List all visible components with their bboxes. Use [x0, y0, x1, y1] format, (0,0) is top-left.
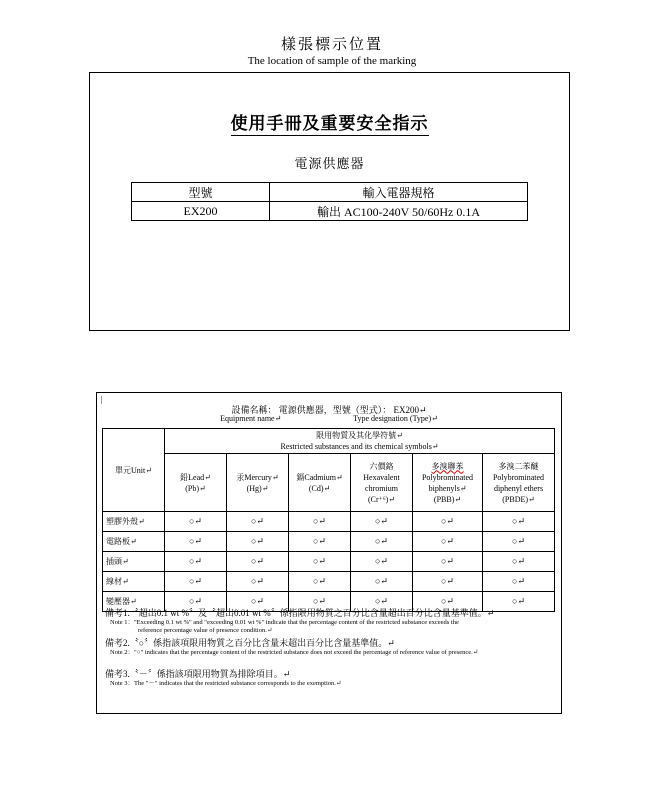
- substance-header: [483, 454, 555, 512]
- unit-header-label: 單元Unit↵: [115, 465, 152, 475]
- compliance-mark: ○↵: [289, 552, 351, 572]
- compliance-mark: ○↵: [227, 592, 289, 612]
- spec-data-row: [132, 202, 528, 221]
- manual-sample-box: [89, 72, 570, 331]
- table-row: [103, 552, 555, 572]
- note-1-zh: 備考1.〝超出0.1 wt %〞及〝超出0.01 wt %〞係指限用物質之百分比含量超出百分比含量基準值。↵: [105, 608, 495, 618]
- substance-header: [165, 454, 227, 512]
- input-spec-header: 輸入電器規格: [270, 183, 528, 202]
- unit-name: 塑膠外殼↵: [103, 512, 165, 532]
- substance-symbol: (PBDE)↵: [502, 494, 535, 504]
- notes-section: [105, 605, 557, 688]
- input-spec-value: 輸出 AC100-240V 50/60Hz 0.1A: [270, 202, 528, 221]
- compliance-mark: ○↵: [413, 572, 483, 592]
- compliance-mark: ○↵: [413, 512, 483, 532]
- substance-symbol: (Pb)↵: [185, 483, 206, 493]
- compliance-mark: ○↵: [351, 532, 413, 552]
- compliance-mark: ○↵: [413, 552, 483, 572]
- product-name: 電源供應器: [294, 156, 365, 171]
- unit-header: [103, 429, 165, 512]
- substance-header: [289, 454, 351, 512]
- equipment-line: 設備名稱： 電源供應器，型號（型式）： EX200↵: [231, 405, 427, 415]
- substance-name-en: Polybrominated biphenyls↵: [421, 472, 474, 493]
- table-row: [103, 572, 555, 592]
- marking-title-chinese: 樣張標示位置: [280, 37, 383, 53]
- model-value: EX200: [132, 202, 270, 221]
- manual-title: [90, 109, 569, 134]
- unit-name: 電路板↵: [103, 532, 165, 552]
- note-3-zh: 備考3.〝－〞係指該項限用物質為排除項目。↵: [105, 669, 291, 679]
- compliance-mark: ○↵: [289, 532, 351, 552]
- restricted-header: [165, 429, 555, 454]
- compliance-mark: ○↵: [483, 572, 555, 592]
- restricted-header-en: Restricted substances and its chemical symbols↵: [280, 442, 439, 451]
- table-row: [103, 512, 555, 532]
- restricted-substances-table: [102, 428, 555, 612]
- marking-title-english: The location of sample of the marking: [247, 55, 417, 67]
- compliance-mark: ○↵: [351, 552, 413, 572]
- compliance-mark: ○↵: [165, 572, 227, 592]
- rohs-declaration-box: [96, 392, 562, 714]
- compliance-mark: ○↵: [227, 552, 289, 572]
- unit-name: 變壓器↵: [103, 592, 165, 612]
- compliance-mark: ○↵: [165, 592, 227, 612]
- compliance-mark: ○↵: [227, 512, 289, 532]
- corner-mark: |: [101, 395, 103, 404]
- substance-symbol: (Cd)↵: [308, 483, 331, 493]
- compliance-mark: ○↵: [227, 572, 289, 592]
- substance-name: 六價鉻: [369, 461, 394, 471]
- unit-name: 插頭↵: [103, 552, 165, 572]
- substance-header: [227, 454, 289, 512]
- substance-symbol: (PBB)↵: [433, 494, 462, 504]
- compliance-mark: ○↵: [483, 532, 555, 552]
- note-3-en: Note 3：The "－" indicates that the restricted substance corresponds to the exemption.↵: [110, 680, 342, 687]
- substance-name: 汞Mercury↵: [236, 472, 279, 482]
- spec-table: [131, 182, 528, 221]
- substance-symbol: (Cr⁺⁶)↵: [367, 494, 396, 504]
- compliance-mark: ○↵: [413, 592, 483, 612]
- model-header: 型號: [132, 183, 270, 202]
- substance-name-en: Polybrominated diphenyl ethers: [492, 472, 545, 493]
- note-1-en: Note 1："Exceeding 0.1 wt %" and "exceeding 0.01 wt %" indicate that the percentage content of the restricted substance exceeds the: [110, 619, 459, 626]
- restricted-header-zh: 限用物質及其化學符號↵: [316, 431, 403, 440]
- compliance-mark: ○↵: [165, 532, 227, 552]
- compliance-mark: ○↵: [351, 592, 413, 612]
- substance-symbol: (Hg)↵: [246, 483, 269, 493]
- table-header-row: [103, 429, 555, 454]
- compliance-mark: ○↵: [483, 552, 555, 572]
- substance-header-row: [103, 454, 555, 512]
- compliance-mark: ○↵: [289, 512, 351, 532]
- compliance-mark: ○↵: [227, 532, 289, 552]
- note-2-en: Note 2："○" indicates that the percentage content of the restricted substance does not exceed the percentage of reference value of presence.↵: [110, 649, 479, 656]
- unit-name: 線材↵: [103, 572, 165, 592]
- substance-name: 多溴二苯醚: [498, 461, 539, 471]
- spec-header-row: [132, 183, 528, 202]
- note-2-zh: 備考2.〝○〞係指該項限用物質之百分比含量未超出百分比含量基準值。↵: [105, 638, 395, 648]
- substance-name: 鎘Cadmium↵: [296, 472, 343, 482]
- substance-name: 多溴聯苯: [431, 461, 464, 471]
- substance-header: [351, 454, 413, 512]
- compliance-mark: ○↵: [165, 552, 227, 572]
- compliance-mark: ○↵: [413, 532, 483, 552]
- compliance-mark: ○↵: [483, 592, 555, 612]
- manual-title-text: 使用手冊及重要安全指示: [231, 114, 429, 136]
- compliance-mark: ○↵: [165, 512, 227, 532]
- substance-header: [413, 454, 483, 512]
- compliance-mark: ○↵: [289, 592, 351, 612]
- compliance-mark: ○↵: [483, 512, 555, 532]
- substance-name: 鉛Lead↵: [180, 472, 211, 482]
- compliance-mark: ○↵: [289, 572, 351, 592]
- compliance-mark: ○↵: [351, 512, 413, 532]
- table-row: [103, 532, 555, 552]
- substance-name-en: Hexavalent chromium: [363, 472, 400, 493]
- note-1-en-cont: reference percentage value of presence condition.↵: [138, 627, 273, 634]
- equipment-line-english: Equipment name↵ Type designation (Type)↵: [220, 414, 438, 423]
- compliance-mark: ○↵: [351, 572, 413, 592]
